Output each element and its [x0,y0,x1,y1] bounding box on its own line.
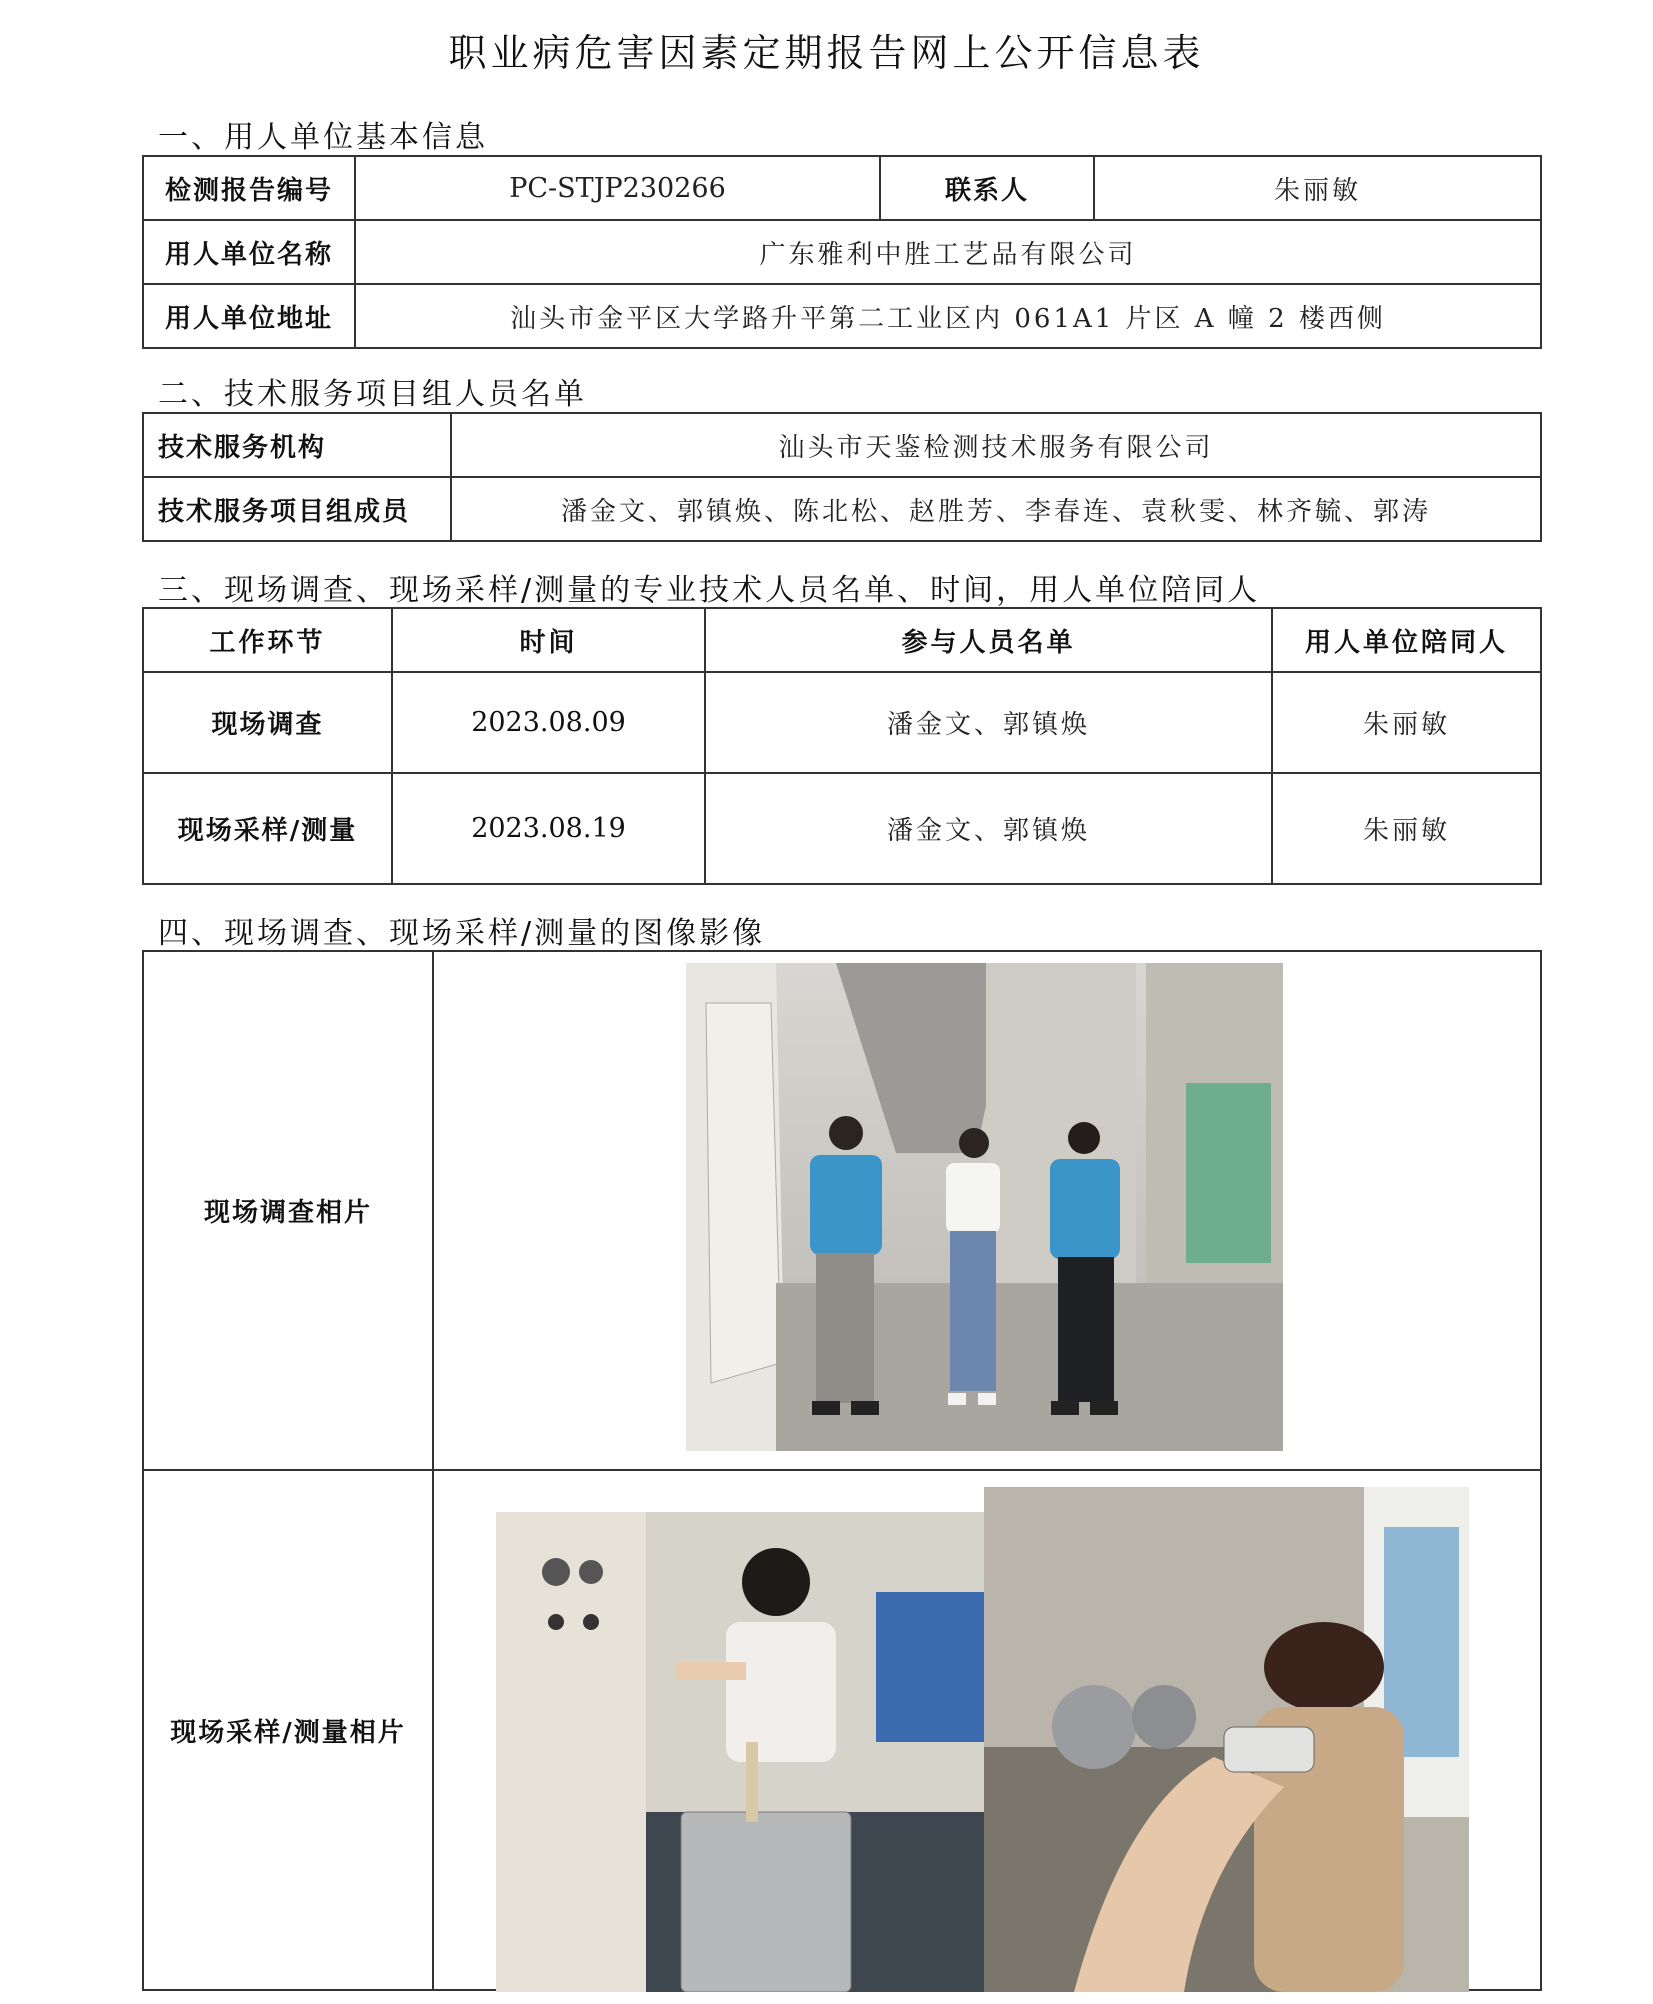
header-people: 参与人员名单 [705,608,1272,672]
section1-heading: 一、用人单位基本信息 [158,120,488,155]
header-date: 时间 [392,608,705,672]
table-row [143,773,1541,884]
address-value: 汕头市金平区大学路升平第二工业区内 061A1 片区 A 幢 2 楼西侧 [355,284,1541,348]
team-table [142,412,1542,542]
report-no-label: 检测报告编号 [143,156,355,220]
row-people: 潘金文、郭镇焕 [705,672,1272,773]
survey-photo-label: 现场调查相片 [143,951,433,1470]
survey-photo [686,963,1283,1451]
sampling-photo-label: 现场采样/测量相片 [143,1470,433,1990]
address-label: 用人单位地址 [143,284,355,348]
row-date: 2023.08.09 [392,672,705,773]
members-label: 技术服务项目组成员 [143,477,451,541]
row-people: 潘金文、郭镇焕 [705,773,1272,884]
basic-info-table [142,155,1542,349]
row-date: 2023.08.19 [392,773,705,884]
org-value: 汕头市天鉴检测技术服务有限公司 [451,413,1541,477]
org-label: 技术服务机构 [143,413,451,477]
section4-heading: 四、现场调查、现场采样/测量的图像影像 [158,916,766,951]
sampling-photo-right [984,1487,1469,1992]
row-escort: 朱丽敏 [1272,672,1541,773]
row-stage: 现场调查 [143,672,392,773]
page-title: 职业病危害因素定期报告网上公开信息表 [448,31,1205,75]
company-label: 用人单位名称 [143,220,355,284]
row-escort: 朱丽敏 [1272,773,1541,884]
row-stage: 现场采样/测量 [143,773,392,884]
contact-value: 朱丽敏 [1094,156,1541,220]
sampling-photo-left [496,1512,984,1992]
header-escort: 用人单位陪同人 [1272,608,1541,672]
report-no-value: PC-STJP230266 [355,156,880,220]
section3-heading: 三、现场调查、现场采样/测量的专业技术人员名单、时间，用人单位陪同人 [158,573,1261,608]
schedule-table [142,607,1542,885]
company-value: 广东雅利中胜工艺品有限公司 [355,220,1541,284]
section2-heading: 二、技术服务项目组人员名单 [158,377,587,412]
header-stage: 工作环节 [143,608,392,672]
members-value: 潘金文、郭镇焕、陈北松、赵胜芳、李春连、袁秋雯、林齐毓、郭涛 [451,477,1541,541]
table-row [143,672,1541,773]
contact-label: 联系人 [880,156,1094,220]
